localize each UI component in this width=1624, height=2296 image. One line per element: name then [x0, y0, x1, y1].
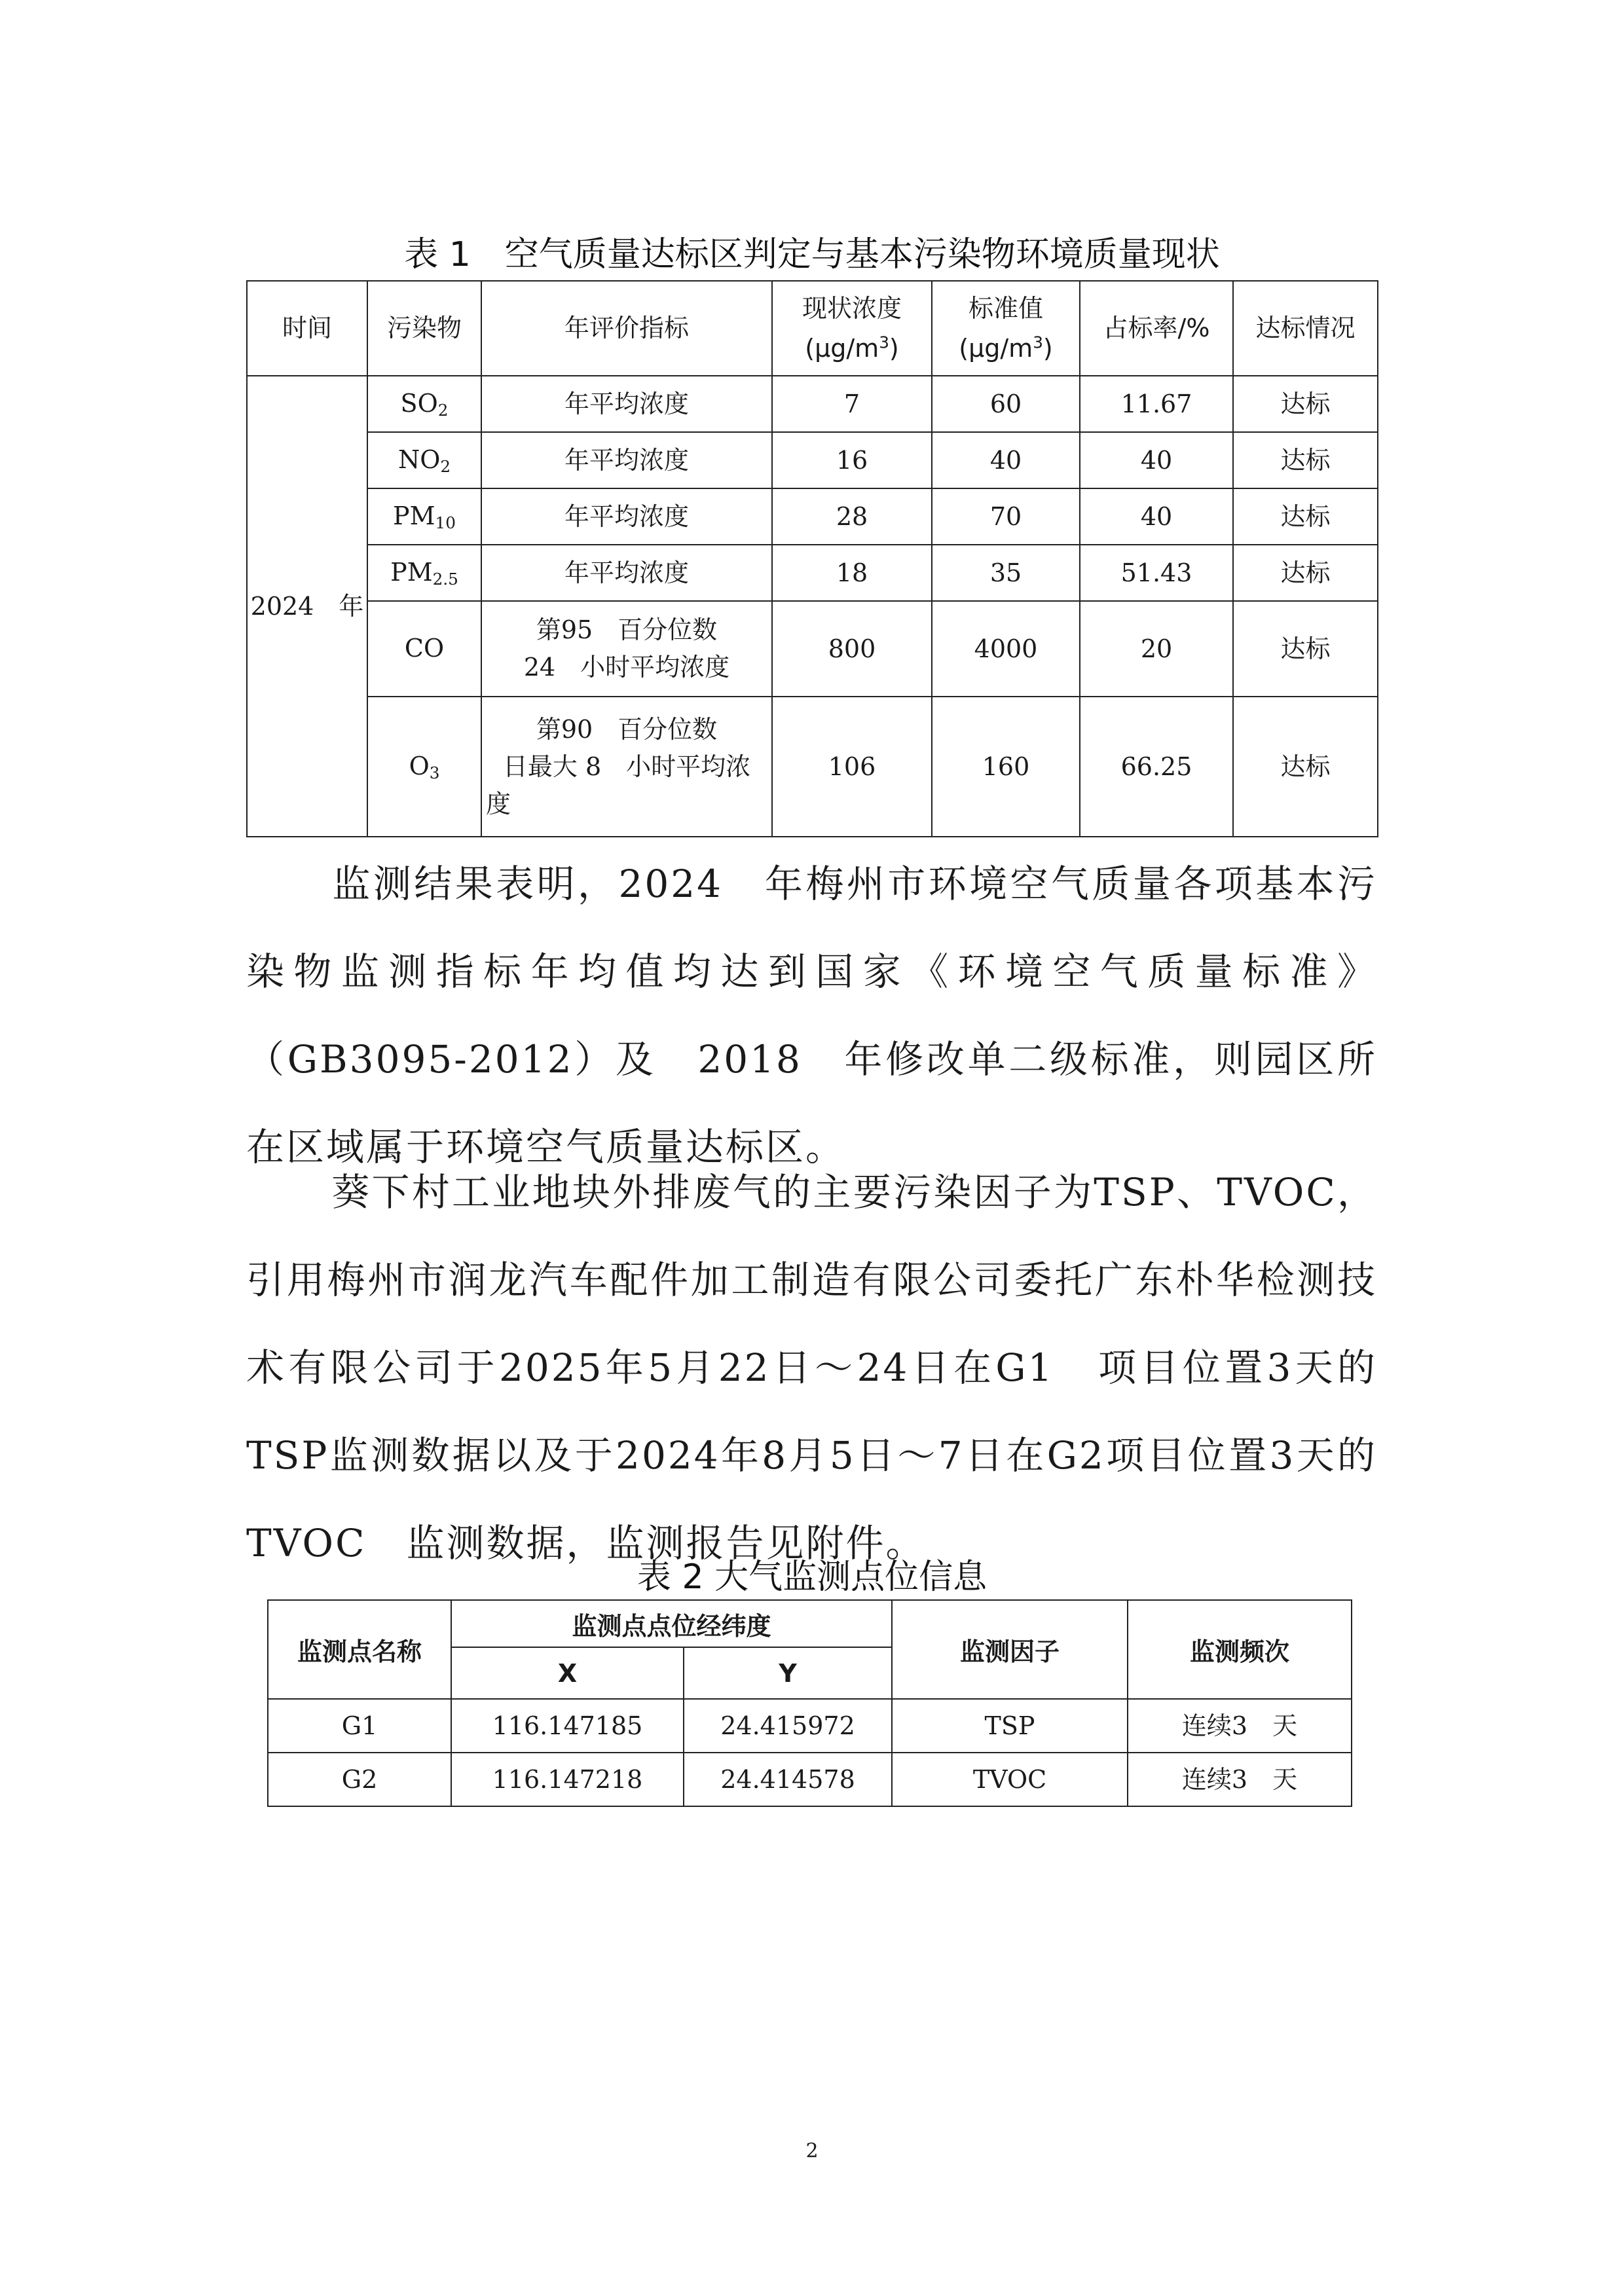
header-standard [932, 281, 1080, 376]
paragraph-monitoring-result [246, 840, 1377, 1191]
indicator-cell: 年平均浓度 [481, 376, 772, 432]
year-cell: 2024 年 [247, 376, 367, 837]
air-quality-table [246, 280, 1378, 837]
standard-cell: 160 [932, 697, 1080, 837]
status-cell: 达标 [1233, 697, 1378, 837]
unit-text: (μg/m [959, 333, 1033, 363]
pollutant-sub: 2 [437, 401, 449, 420]
pollutant-sub: 2 [440, 457, 451, 477]
pollutant-name: NO [397, 445, 441, 475]
indicator-cell [481, 601, 772, 697]
header-frequency: 监测频次 [1128, 1600, 1352, 1699]
pollutant-cell [367, 432, 481, 488]
indicator-line: 度 [486, 789, 511, 818]
header-pollutant: 污染物 [367, 281, 481, 376]
x-cell: 116.147218 [451, 1753, 684, 1806]
header-ratio: 占标率/% [1080, 281, 1233, 376]
unit-text: (μg/m [805, 333, 879, 363]
status-cell: 达标 [1233, 545, 1378, 601]
unit-sup: 3 [1033, 332, 1043, 352]
pollutant-name: SO [400, 389, 438, 418]
header-standard-unit [932, 329, 1079, 369]
pollutant-cell [367, 488, 481, 545]
point-name-cell: G2 [268, 1753, 451, 1806]
current-cell: 7 [772, 376, 932, 432]
pollutant-sub: 2.5 [432, 570, 458, 589]
table-row [247, 545, 1378, 601]
paragraph-text: 葵下村工业地块外排废气的主要污染因子为TSP、TVOC，引用梅州市润龙汽车配件加工制造有限公司委托广东朴华检测技术有限公司于2025年5月22日～24日在G1 项目位置3天的TSP监测数据以及于2024年8月5日～7日在G2项目位置3天的TVOC 监测数据，监测报告见附件。 [246, 1170, 1377, 1565]
table-row [268, 1753, 1352, 1806]
point-name-cell: G1 [268, 1699, 451, 1753]
table1-caption: 表 1 空气质量达标区判定与基本污染物环境质量现状 [404, 235, 1220, 274]
indicator-line: 日最大 8 小时平均浓 [502, 752, 751, 781]
y-cell: 24.414578 [684, 1753, 892, 1806]
paragraph-text: 监测结果表明，2024 年梅州市环境空气质量各项基本污染物监测指标年均值均达到国家《环境空气质量标准》（GB3095-2012）及 2018 年修改单二级标准，则园区所在区域属于环境空气质量达标区。 [246, 862, 1377, 1169]
table2-header-row [268, 1600, 1352, 1647]
header-x: X [451, 1647, 684, 1699]
ratio-cell: 51.43 [1080, 545, 1233, 601]
indicator-cell [481, 697, 772, 837]
header-standard-label: 标准值 [968, 293, 1043, 323]
pollutant-name: PM [390, 558, 433, 587]
pollutant-cell [367, 601, 481, 697]
frequency-cell: 连续3 天 [1128, 1699, 1352, 1753]
pollutant-cell [367, 545, 481, 601]
indicator-line: 第90 百分位数 [536, 714, 718, 744]
unit-close: ) [889, 333, 899, 363]
standard-cell: 35 [932, 545, 1080, 601]
header-current-unit [773, 329, 931, 369]
table-row [247, 601, 1378, 697]
indicator-line: 24 小时平均浓度 [523, 653, 730, 682]
paragraph-exhaust-gas [246, 1148, 1377, 1587]
factor-cell: TVOC [892, 1753, 1128, 1806]
standard-cell: 40 [932, 432, 1080, 488]
ratio-cell: 20 [1080, 601, 1233, 697]
header-current-label: 现状浓度 [802, 293, 902, 323]
header-current [772, 281, 932, 376]
indicator-cell: 年平均浓度 [481, 488, 772, 545]
standard-cell: 4000 [932, 601, 1080, 697]
header-indicator: 年评价指标 [481, 281, 772, 376]
current-cell: 18 [772, 545, 932, 601]
pollutant-name: PM [393, 501, 435, 531]
current-cell: 28 [772, 488, 932, 545]
current-cell: 800 [772, 601, 932, 697]
status-cell: 达标 [1233, 601, 1378, 697]
ratio-cell: 11.67 [1080, 376, 1233, 432]
frequency-cell: 连续3 天 [1128, 1753, 1352, 1806]
unit-sup: 3 [879, 332, 889, 352]
ratio-cell: 40 [1080, 488, 1233, 545]
standard-cell: 70 [932, 488, 1080, 545]
status-cell: 达标 [1233, 432, 1378, 488]
table-row [247, 697, 1378, 837]
table-row [268, 1699, 1352, 1753]
status-cell: 达标 [1233, 376, 1378, 432]
table1-header-row [247, 281, 1378, 376]
factor-cell: TSP [892, 1699, 1128, 1753]
header-y: Y [684, 1647, 892, 1699]
pollutant-sub: 3 [429, 763, 440, 783]
pollutant-name: CO [404, 634, 445, 663]
indicator-line: 第95 百分位数 [536, 615, 718, 644]
current-cell: 106 [772, 697, 932, 837]
unit-close: ) [1043, 333, 1053, 363]
current-cell: 16 [772, 432, 932, 488]
table-row [247, 488, 1378, 545]
header-coordinates: 监测点点位经纬度 [451, 1600, 892, 1647]
indicator-cell: 年平均浓度 [481, 545, 772, 601]
header-status: 达标情况 [1233, 281, 1378, 376]
indicator-cell: 年平均浓度 [481, 432, 772, 488]
pollutant-sub: 10 [435, 513, 456, 533]
table-row [247, 376, 1378, 432]
y-cell: 24.415972 [684, 1699, 892, 1753]
pollutant-cell [367, 376, 481, 432]
x-cell: 116.147185 [451, 1699, 684, 1753]
header-time: 时间 [247, 281, 367, 376]
ratio-cell: 40 [1080, 432, 1233, 488]
header-point-name: 监测点名称 [268, 1600, 451, 1699]
pollutant-name: O [409, 752, 430, 781]
page-number: 2 [805, 2140, 819, 2162]
pollutant-cell [367, 697, 481, 837]
ratio-cell: 66.25 [1080, 697, 1233, 837]
header-factor: 监测因子 [892, 1600, 1128, 1699]
table2-caption: 表 2 大气监测点位信息 [637, 1558, 987, 1597]
status-cell: 达标 [1233, 488, 1378, 545]
standard-cell: 60 [932, 376, 1080, 432]
monitoring-points-table [267, 1599, 1352, 1807]
table-row [247, 432, 1378, 488]
